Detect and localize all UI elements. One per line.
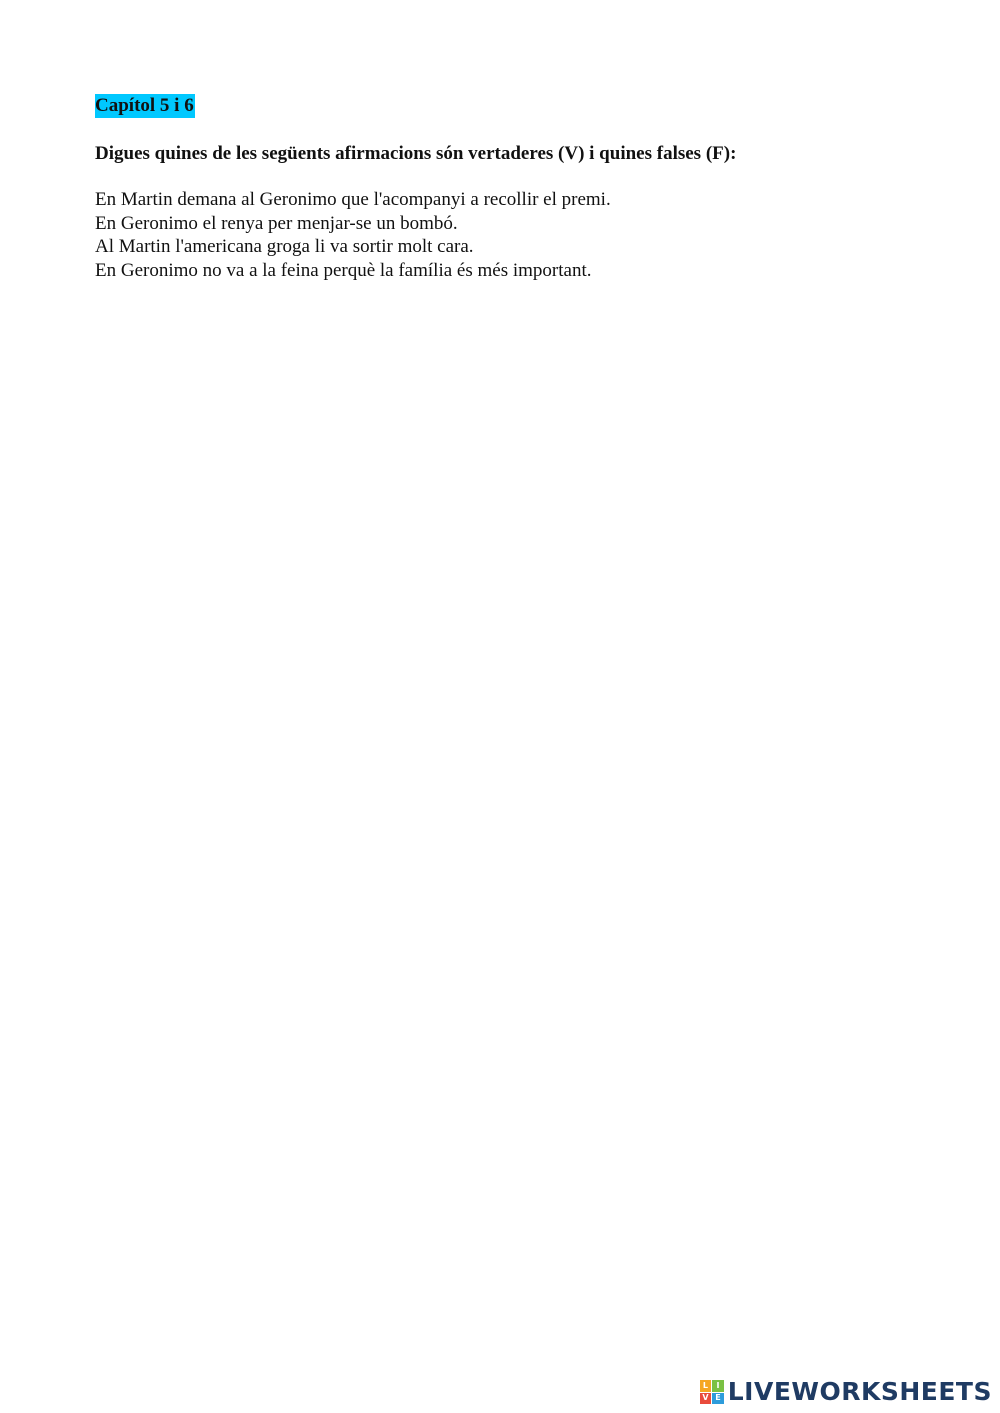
statement-item: En Geronimo no va a la feina perquè la família és més important.	[95, 259, 592, 281]
logo-letter-e: E	[712, 1393, 724, 1405]
statement-item: En Martin demana al Geronimo que l'acompanyi a recollir el premi.	[95, 189, 611, 210]
logo-wordmark: LIVEWORKSHEETS	[727, 1377, 992, 1406]
logo-letter-i: I	[712, 1380, 724, 1392]
liveworksheets-logo	[700, 1377, 992, 1407]
chapter-title: Capítol 5 i 6	[95, 95, 194, 116]
logo-letter-v: V	[700, 1393, 712, 1405]
statement-item: Al Martin l'americana groga li va sortir molt cara.	[95, 236, 474, 257]
logo-letter-l: L	[700, 1380, 712, 1392]
statement-list	[95, 188, 611, 282]
instruction-heading: Digues quines de les següents afirmacions són vertaderes (V) i quines falses (F):	[95, 143, 737, 164]
liveworksheets-logo-icon	[700, 1380, 724, 1404]
statement-item: En Geronimo el renya per menjar-se un bombó.	[95, 212, 458, 234]
